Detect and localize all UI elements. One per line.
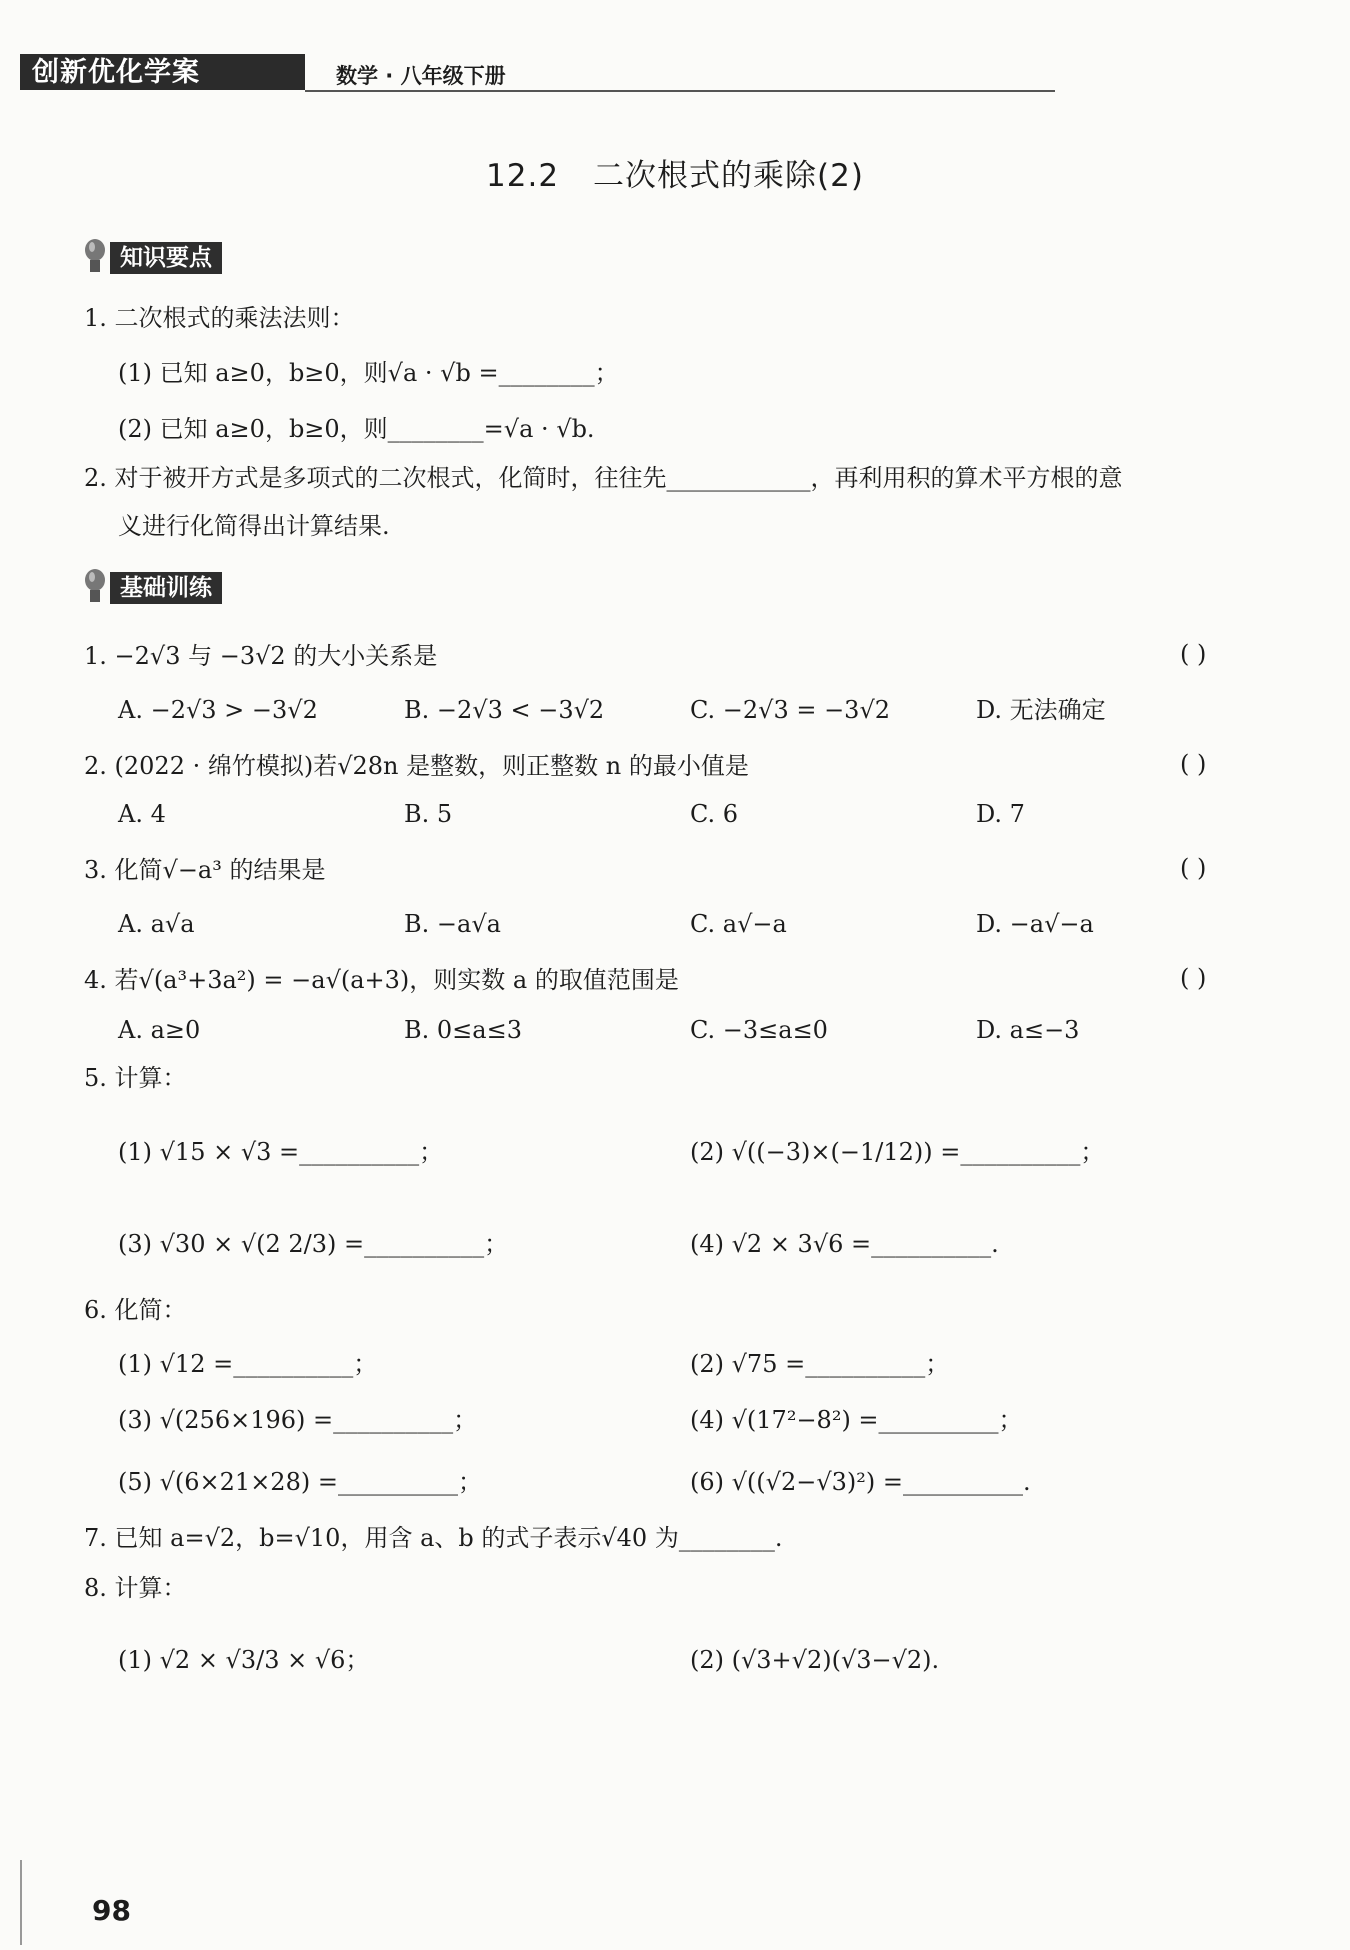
answer-paren-4[interactable]: ( )	[1180, 964, 1207, 992]
header-rule	[305, 90, 1055, 92]
q3-option-c: C. a√−a	[690, 910, 787, 938]
q6-part-3: (3) √(256×196) =__________；	[118, 1406, 478, 1434]
answer-paren-2[interactable]: ( )	[1180, 750, 1207, 778]
q2-option-c: C. 6	[690, 800, 739, 828]
q1-option-d: D. 无法确定	[976, 696, 1106, 724]
q6-part-4: (4) √(17²−8²) =__________；	[690, 1406, 1023, 1434]
q8-part-2: (2) (√3+√2)(√3−√2).	[690, 1646, 940, 1674]
knowledge-item-1-1: (1) 已知 a≥0，b≥0，则√a · √b =________；	[118, 359, 619, 387]
page-number: 98	[92, 1894, 131, 1927]
q6-part-2: (2) √75 =__________；	[690, 1350, 950, 1378]
q1-option-a: A. −2√3 > −3√2	[118, 696, 318, 724]
q6-part-6: (6) √((√2−√3)²) =__________.	[690, 1468, 1031, 1496]
lightbulb-icon	[84, 238, 106, 276]
q1-option-b: B. −2√3 < −3√2	[404, 696, 605, 724]
q1-option-c: C. −2√3 = −3√2	[690, 696, 891, 724]
q6-part-1: (1) √12 =__________；	[118, 1350, 378, 1378]
question-3: 3. 化简√−a³ 的结果是	[84, 856, 326, 884]
question-8: 8. 计算：	[84, 1574, 187, 1602]
knowledge-item-2-line1: 2. 对于被开方式是多项式的二次根式，化简时，往往先____________，再利用积的算术平方根的意	[84, 464, 1123, 492]
page-title	[0, 150, 1350, 195]
q5-part-2: (2) √((−3)×(−1/12)) =__________；	[690, 1138, 1105, 1166]
section-title: 二次根式的乘除(2)	[593, 158, 864, 194]
q5-part-3: (3) √30 × √(2 2/3) =__________；	[118, 1230, 509, 1258]
question-2: 2. (2022 · 绵竹模拟)若√28n 是整数，则正整数 n 的最小值是	[84, 752, 749, 780]
question-1: 1. −2√3 与 −3√2 的大小关系是	[84, 642, 438, 670]
section-number: 12.2	[486, 158, 560, 194]
section-tag-knowledge: 知识要点	[110, 242, 222, 274]
section-tag-training: 基础训练	[110, 572, 222, 604]
question-6: 6. 化简：	[84, 1296, 187, 1324]
q2-option-a: A. 4	[118, 800, 166, 828]
lightbulb-icon	[84, 568, 106, 606]
q2-option-d: D. 7	[976, 800, 1025, 828]
q4-option-b: B. 0≤a≤3	[404, 1016, 522, 1044]
question-5: 5. 计算：	[84, 1064, 187, 1092]
answer-paren-1[interactable]: ( )	[1180, 640, 1207, 668]
question-4: 4. 若√(a³+3a²) = −a√(a+3)，则实数 a 的取值范围是	[84, 966, 679, 994]
header-brand: 创新优化学案	[32, 57, 200, 88]
knowledge-item-2-line2: 义进行化简得出计算结果.	[118, 512, 390, 540]
q3-option-b: B. −a√a	[404, 910, 501, 938]
header-subject: 数学 · 八年级下册	[336, 64, 506, 88]
q5-part-4: (4) √2 × 3√6 =__________.	[690, 1230, 999, 1258]
knowledge-item-1-2: (2) 已知 a≥0，b≥0，则________=√a · √b.	[118, 415, 595, 443]
question-7: 7. 已知 a=√2，b=√10，用含 a、b 的式子表示√40 为________.	[84, 1524, 783, 1552]
q3-option-d: D. −a√−a	[976, 910, 1094, 938]
answer-paren-3[interactable]: ( )	[1180, 854, 1207, 882]
q4-option-a: A. a≥0	[118, 1016, 201, 1044]
margin-rule	[20, 1860, 22, 1945]
q4-option-c: C. −3≤a≤0	[690, 1016, 828, 1044]
q5-part-1: (1) √15 × √3 =__________；	[118, 1138, 444, 1166]
q3-option-a: A. a√a	[118, 910, 195, 938]
q4-option-d: D. a≤−3	[976, 1016, 1080, 1044]
q2-option-b: B. 5	[404, 800, 453, 828]
q6-part-5: (5) √(6×21×28) =__________；	[118, 1468, 482, 1496]
knowledge-item-1: 1. 二次根式的乘法法则：	[84, 304, 355, 332]
q8-part-1: (1) √2 × √3/3 × √6；	[118, 1646, 370, 1674]
